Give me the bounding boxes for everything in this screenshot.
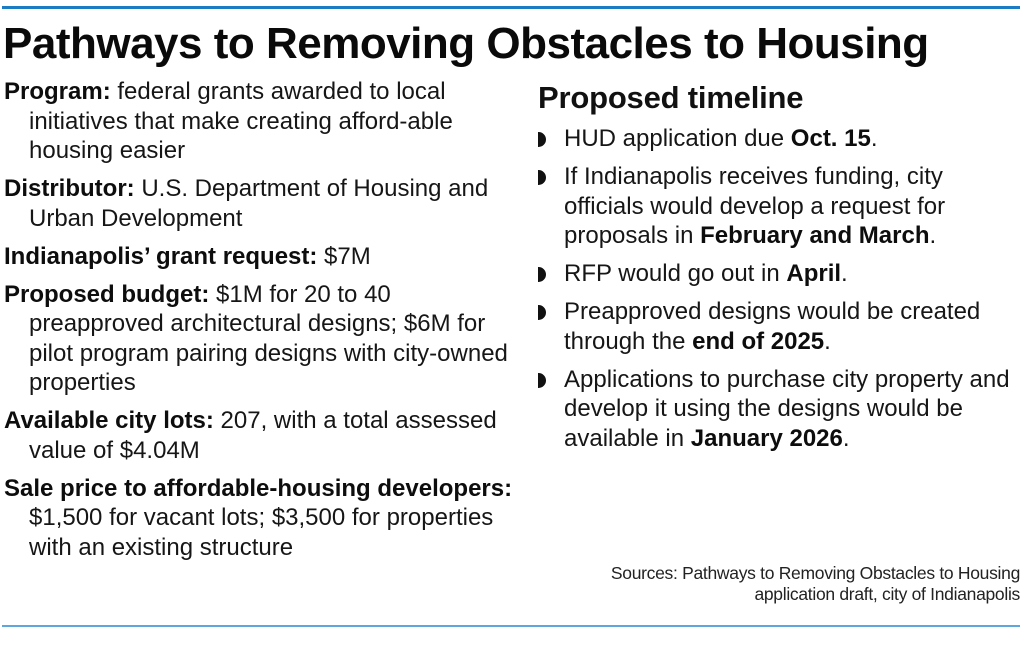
bottom-rule — [2, 625, 1020, 627]
timeline-date: end of 2025 — [692, 327, 825, 355]
fact-sale-price — [4, 474, 514, 563]
timeline-text: RFP would go out in — [564, 260, 787, 287]
timeline-punct: . — [841, 260, 848, 287]
top-rule — [2, 6, 1020, 9]
timeline-text: Preapproved designs would be created through the — [564, 298, 981, 355]
fact-label: Proposed budget: — [4, 280, 210, 308]
timeline-date: February and March — [700, 222, 930, 249]
half-circle-bullet-icon — [538, 170, 546, 185]
timeline-text: HUD application due — [564, 125, 791, 152]
timeline-item — [538, 365, 1018, 454]
graphic-title: Pathways to Removing Obstacles to Housing — [3, 19, 929, 68]
fact-text: $1M for 20 to 40 preapproved architectural designs; $6M for pilot program pairing designs with city-owned properties — [29, 280, 508, 396]
fact-label: Indianapolis’ grant request: — [4, 242, 318, 270]
timeline-punct: . — [870, 125, 878, 152]
proposed-timeline — [538, 80, 1018, 462]
fact-label: Distributor: — [4, 175, 135, 202]
timeline-punct: . — [842, 424, 850, 452]
fact-available-lots — [4, 406, 514, 465]
half-circle-bullet-icon — [538, 305, 546, 320]
timeline-item — [538, 297, 1018, 356]
fact-text: U.S. Department of Housing and Urban Development — [29, 175, 489, 232]
half-circle-bullet-icon — [538, 267, 546, 282]
fact-label: Program: — [4, 78, 111, 105]
timeline-heading: Proposed timeline — [538, 80, 804, 115]
half-circle-bullet-icon — [538, 132, 546, 147]
fact-proposed-budget — [4, 280, 514, 398]
fact-text: $1,500 for vacant lots; $3,500 for properties with an existing structure — [29, 504, 494, 561]
timeline-item — [538, 124, 1018, 154]
fact-label: Available city lots: — [4, 407, 214, 434]
timeline-date: Oct. 15 — [790, 125, 871, 152]
fact-grant-request — [4, 242, 514, 272]
fact-text: federal grants awarded to local initiatives that make creating afford-able housing easier — [29, 78, 453, 164]
sources-credit — [560, 563, 1020, 605]
timeline-item — [538, 162, 1018, 251]
fact-label: Sale price to affordable-housing developers: — [4, 474, 513, 502]
fact-text: $7M — [317, 242, 371, 270]
timeline-text: If Indianapolis receives funding, city officials would develop a request for proposals in — [564, 163, 946, 249]
fact-program — [4, 77, 514, 166]
timeline-item — [538, 259, 1018, 289]
timeline-punct: . — [824, 327, 831, 355]
timeline-punct: . — [929, 222, 937, 249]
half-circle-bullet-icon — [538, 373, 546, 388]
program-facts — [4, 77, 514, 571]
timeline-text: Applications to purchase city property and develop it using the designs would be available in — [564, 365, 1010, 452]
fact-distributor — [4, 174, 514, 233]
fact-text: 207, with a total assessed value of $4.04M — [29, 407, 497, 464]
sources-line-2: application draft, city of Indianapolis — [754, 584, 1020, 604]
timeline-date: April — [786, 260, 842, 287]
sources-line-1: Sources: Pathways to Removing Obstacles to Housing — [610, 563, 1020, 583]
timeline-date: January 2026 — [690, 424, 843, 452]
